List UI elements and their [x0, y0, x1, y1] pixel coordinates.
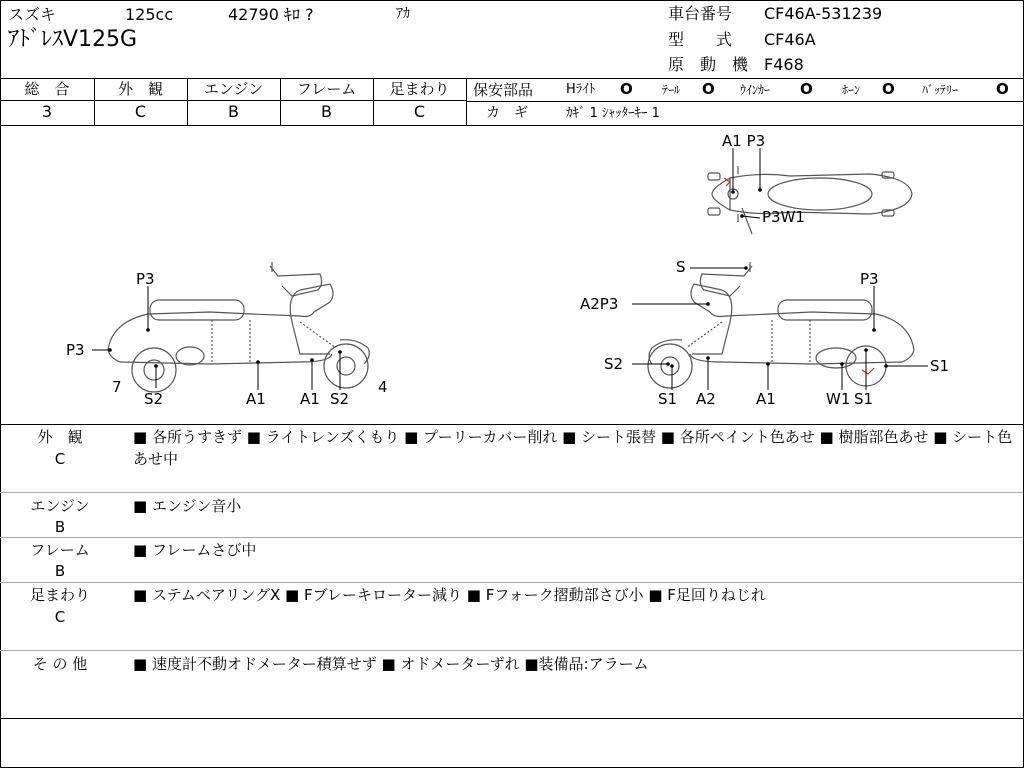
- label-left-7: 7: [112, 378, 122, 396]
- label-left-s2-front: S2: [330, 390, 350, 408]
- remark-grade-exterior: C: [54, 450, 66, 468]
- safety-item-battery: ﾊﾞｯﾃﾘｰ: [922, 83, 959, 97]
- grade-value-suspension: C: [413, 102, 426, 121]
- color: ｱｶ: [396, 6, 410, 22]
- key-value: ｶｷﾞ 1 ｼｬｯﾀｰｷｰ 1: [566, 106, 660, 121]
- divider: [0, 492, 1023, 493]
- frame-no-label: 車台番号: [668, 4, 733, 23]
- label-right-s1-rear: S1: [930, 357, 950, 375]
- remark-text-suspension: ■ ステムベアリングX ■ Fブレーキローター減り ■ Fフォーク摺動部さび小 ■ F足回りねじれ: [133, 586, 766, 604]
- safety-label: 保安部品: [473, 81, 534, 99]
- label-left-p3-seat: P3: [136, 270, 155, 288]
- safety-item-headlight: Hﾗｲﾄ: [566, 82, 596, 97]
- remark-grade-engine: B: [54, 518, 66, 536]
- grade-value-frame: B: [321, 102, 332, 121]
- model-code-label: 型 式: [668, 30, 733, 49]
- label-right-s1-front: S1: [658, 390, 678, 408]
- engine-code: F468: [764, 55, 804, 74]
- divider: [466, 101, 1023, 102]
- label-left-s2-rear: S2: [144, 390, 164, 408]
- grade-header-engine: エンジン: [203, 80, 264, 98]
- grade-header-suspension: 足まわり: [389, 80, 450, 98]
- damage-diagram: [0, 126, 1023, 424]
- grade-value-exterior: C: [134, 102, 147, 121]
- grade-header-overall: 総 合: [24, 80, 70, 98]
- label-top-a1p3: A1 P3: [722, 132, 766, 150]
- label-left-a1-front: A1: [300, 390, 320, 408]
- remark-label-suspension: 足まわり: [29, 586, 90, 604]
- label-right-a2p3: A2P3: [580, 295, 619, 313]
- label-right-a2: A2: [696, 390, 716, 408]
- remark-text-exterior: ■ 各所うすきず ■ ライトレンズくもり ■ プーリーカバー削れ ■ シート張替 ■ 各所ペイント色あせ ■ 樹脂部色あせ ■ シート色あせ中: [133, 428, 1013, 468]
- remark-label-frame: フレーム: [30, 541, 90, 559]
- remark-grade-suspension: C: [54, 608, 66, 626]
- key-label: カ ギ: [486, 105, 528, 121]
- safety-mark-horn: O: [882, 80, 895, 98]
- frame-no: CF46A-531239: [764, 4, 883, 23]
- label-top-p3w1: P3W1: [762, 208, 805, 226]
- remark-text-frame: ■ フレームさび中: [133, 541, 257, 559]
- grade-header-frame: フレーム: [296, 80, 357, 98]
- label-left-a1: A1: [246, 390, 266, 408]
- safety-mark-tail: O: [702, 80, 715, 98]
- model-code: CF46A: [764, 30, 816, 49]
- label-left-4: 4: [378, 378, 388, 396]
- remark-label-other: そ の 他: [32, 655, 88, 673]
- remark-label-exterior: 外 観: [37, 428, 83, 446]
- model-name: ｱﾄﾞﾚｽV125G: [8, 27, 138, 52]
- divider: [0, 78, 1023, 79]
- divider: [0, 650, 1023, 651]
- label-right-s2: S2: [604, 355, 624, 373]
- label-right-p3: P3: [860, 270, 879, 288]
- grade-header-exterior: 外 観: [117, 80, 163, 98]
- remark-text-other: ■ 速度計不動オドメーター積算せず ■ オドメーターずれ ■装備品:アラーム: [133, 655, 649, 673]
- remark-text-engine: ■ エンジン音小: [133, 497, 242, 515]
- maker: スズキ: [8, 5, 57, 24]
- safety-item-winker: ｳｲﾝｶｰ: [740, 83, 771, 97]
- divider: [0, 537, 1023, 538]
- grade-value-engine: B: [228, 102, 239, 121]
- displacement: 125cc: [125, 5, 174, 24]
- divider: [0, 424, 1023, 425]
- divider: [0, 100, 466, 101]
- safety-mark-battery: O: [996, 80, 1009, 98]
- label-left-p3-rear: P3: [66, 341, 85, 359]
- remark-label-engine: エンジン: [30, 497, 90, 515]
- safety-item-tail: ﾃｰﾙ: [662, 83, 681, 97]
- label-right-w1: W1: [826, 390, 851, 408]
- label-right-s1: S1: [854, 390, 874, 408]
- remark-grade-frame: B: [54, 562, 66, 580]
- engine-label: 原 動 機: [668, 55, 749, 74]
- label-right-s: S: [676, 258, 686, 276]
- divider: [0, 582, 1023, 583]
- divider: [0, 718, 1023, 719]
- grade-value-overall: 3: [41, 102, 53, 121]
- safety-item-horn: ﾎｰﾝ: [842, 83, 861, 97]
- scooter-top-view: [708, 166, 912, 234]
- label-right-a1: A1: [756, 390, 776, 408]
- safety-mark-headlight: O: [620, 80, 633, 98]
- safety-mark-winker: O: [800, 80, 813, 98]
- mileage: 42790 ｷﾛ ?: [228, 5, 314, 24]
